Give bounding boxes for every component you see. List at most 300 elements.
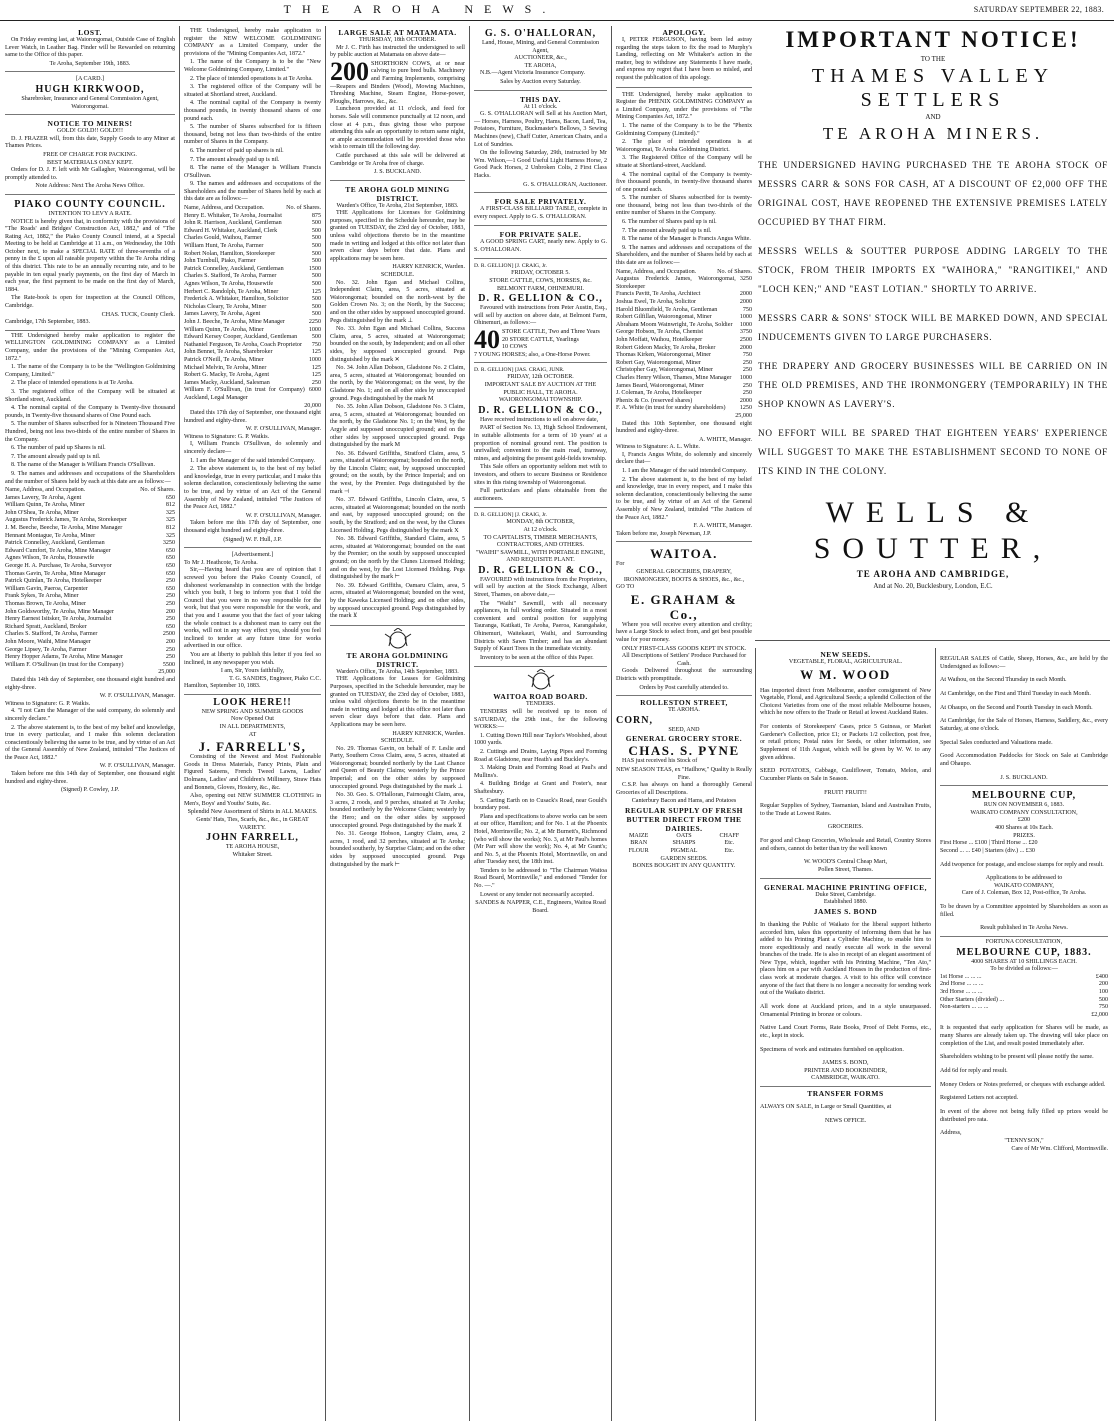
list-value: No. of Shares. xyxy=(717,268,752,275)
ad-item: 9. The names and addresses and occupations of the Shareholders and the number of Shares held by each at this date are as follows:— xyxy=(184,181,321,203)
list-value: 250 xyxy=(165,646,175,653)
ad-tag: [A CARD.] xyxy=(75,76,105,83)
ad-line: D. R. GELLION] [J. CRAIG, Jr. xyxy=(474,512,548,519)
list-value: 500 xyxy=(311,311,321,318)
ad-line: For xyxy=(616,561,625,568)
list-item xyxy=(184,319,321,327)
produce-item: Etc. xyxy=(724,840,735,847)
ad-body: Add 6d for reply and result. xyxy=(940,1067,1008,1074)
spring-cart-ad xyxy=(474,228,607,259)
ad-line: IN ALL DEPARTMENTS, xyxy=(219,724,286,731)
royal-crest-icon xyxy=(381,628,415,650)
list-value: 250 xyxy=(165,593,175,600)
schedule-item: No. 33. John Egan and Michael Collins, Success Claim, area, 5 acres, situated at Waiorongomai; bounded on the south, by Independent; and on all other sides, by supposed unoccupied ground. Pegs distinguished by the mark ✕ xyxy=(330,326,465,363)
list-value: 1000 xyxy=(739,374,752,381)
ad-heading: FOR SALE PRIVATELY. xyxy=(494,197,587,207)
prize-line: First Horse ... £100 | Third Horse ... £20 xyxy=(940,840,1038,847)
list-value: 2000 xyxy=(739,397,752,404)
list-item xyxy=(5,571,175,579)
schedule-item: No. 34. John Allan Dobson, Gladstone No. 2 Claim, area, 5 acres, situated at Waiorongomai; bounded on the north, by the Waiorongomai; on the west, by the Gladstone No. 1; and on all other sides by unoccupied ground. Pegs distinguished by the mark M xyxy=(330,365,465,402)
ad-line: TE AROHA HOUSE, xyxy=(225,844,280,851)
shares-total: 25,000 xyxy=(735,412,752,419)
list-item xyxy=(184,289,321,297)
list-item xyxy=(184,357,321,365)
ohalloran-card-ad xyxy=(474,26,607,91)
schedule-item: No. 32. John Egan and Michael Collins, Independent Claim, area, 5 acres, situated at Waiorongomai; bounded on the north-west by the Golden Crown No. 3; on the North, by the Success; and on the other sides by supposed unoccupied ground. Pegs distinguished by the mark ⊥ xyxy=(330,279,465,324)
list-header xyxy=(184,205,321,213)
list-value: 2000 xyxy=(739,344,752,351)
list-value: 812 xyxy=(165,525,175,532)
sale-item: At Cambridge, on the First and Third Tuesday in each Month. xyxy=(940,691,1091,698)
ad-item: 3. The Registered Office of the Company will be situate at Shortland-street, Auckland. xyxy=(616,155,752,169)
ad-line: Now Opened Out xyxy=(231,716,274,723)
ad-body: THE Undersigned hereby make application to register the WELLINGTON GOLDMINING COMPANY as a Limited Company, under the provisions of the "Mining Companies Act, 1872." xyxy=(5,332,175,362)
column-3 xyxy=(330,26,465,1421)
ad-line: WAIKATO COMPANY, xyxy=(994,882,1054,889)
list-item xyxy=(616,352,752,360)
list-label: Michael Melvin, Te Aroha, Miner xyxy=(184,364,267,371)
ad-item: 2. The place of intended operations is at Te Aroha. xyxy=(190,75,313,82)
list-item xyxy=(5,510,175,518)
ad-body: For contents of Storekeepers' Cases, price 5 Guineas, or Market Gardener's Collection, price £1; or Packets 1/2 collection, post free, or retail prices; Postal rates for Seeds, or other information, see Supplement of 11th August, which will be given by W. W. to any given address. xyxy=(760,724,931,761)
ad-body: THE Undersigned, hereby make application to register the NEW WELCOME GOLDMINING COMPANY as a Limited Company, under the provisions of the "Mining Companies Act, 1872." xyxy=(184,28,321,57)
ad-body: Registered Letters not accepted. xyxy=(940,1095,1019,1102)
produce-item: BRAN xyxy=(630,840,648,847)
sale-item: STORE CATTLE, Two and Three Years xyxy=(502,329,600,336)
ad-line: Note Address: Next The Aroha News Office. xyxy=(35,183,145,190)
list-item xyxy=(184,273,321,281)
list-item xyxy=(184,251,321,259)
ad-line: W. WOOD'S Central Cheap Mart, xyxy=(803,859,887,866)
sale-number: 40 xyxy=(474,325,500,355)
list-item xyxy=(184,220,321,228)
ad-subheading: FRIDAY, 12th OCTOBER. xyxy=(507,374,574,381)
ad-subheading: PRIZES. xyxy=(1013,832,1035,839)
list-label: Patrick O'Neill, Te Aroha, Miner xyxy=(184,356,264,363)
list-label: Name, Address, and Occupation. xyxy=(616,268,697,275)
ad-body: On the following Saturday, 29th, instructed by Mr Wm. Wilson,—1 Good Useful Light Harness Horse, 2 Good Pack Horses, 2 Unbroken Colts, 2 First Class Hacks. xyxy=(474,150,607,179)
list-value: 875 xyxy=(311,212,321,219)
list-label: John Moffatt, Waihou, Hotelkeeper xyxy=(616,336,703,343)
list-value: 100 xyxy=(1098,988,1108,995)
list-item xyxy=(184,311,321,319)
list-label: Abraham Moom Wainwright, Te Aroha, Soldier xyxy=(616,321,733,328)
column-6 xyxy=(760,648,931,1421)
ad-heading: J. FARRELL'S, xyxy=(198,739,307,755)
list-value: 500 xyxy=(1098,996,1108,1003)
ad-line: GO TO xyxy=(616,584,635,591)
ad-body: THE Applications for Licenses for Goldmining purposes, specified in the Schedule hereunder, may be granted on TUESDAY, the 23rd day of October, 1883, unless valid objections thereto be in the meantime made in writing and lodged at this office not later than seven clear days before that date. Plans and applications may be seen here. xyxy=(330,210,465,262)
list-value: 250 xyxy=(165,601,175,607)
list-item xyxy=(5,616,175,624)
ad-line: Warden's Office, Te Aroha, 21st September, 1883. xyxy=(336,202,459,209)
list-label: Henry Earnest Isitsker, Te Aroha, Journalist xyxy=(5,616,112,623)
list-label: William Gavin, Paeroa, Carpenter xyxy=(5,585,88,592)
ad-body: The Rate-book is open for inspection at the Council Offices, Cambridge. xyxy=(5,295,175,310)
list-value: 1000 xyxy=(739,321,752,328)
ad-item: 1. The name of the Company is to be the "Wellington Goldmining Company, Limited." xyxy=(5,364,175,378)
shareholder-list xyxy=(616,269,752,413)
list-item xyxy=(616,314,752,322)
list-item xyxy=(184,281,321,289)
schedule-item: No. 35. John Allan Dobson, Gladstone No. 3 Claim, area, 5 acres, situated at Waiorongomai; bounded on the north, by the Gladstone No. 1; on the West, by the Argyle and supposed unoccupied ground; and on the other sides by supposed unoccupied ground. Pegs distinguished by the mark M xyxy=(330,404,465,449)
ad-signature: A. WHITE, Manager. xyxy=(699,436,752,443)
list-value: 250 xyxy=(311,379,321,386)
list-item xyxy=(616,329,752,337)
list-label: John Goldsworthy, Te Aroha, Mine Manager xyxy=(5,608,114,615)
list-value: 250 xyxy=(742,367,752,374)
ad-body: Taken before me this 14th day of September, one thousand eight hundred and eighty-three. xyxy=(5,771,175,785)
ad-signature: CHAS. TUCK, County Clerk. xyxy=(101,311,175,318)
ad-subheading: FRIDAY, OCTOBER 5. xyxy=(511,270,570,277)
ad-heading: LARGE SALE AT MATAMATA. xyxy=(338,28,457,37)
ad-heading: WAITOA ROAD BOARD. xyxy=(493,692,588,702)
list-label: Christopher Gay, Waiorongomai, Miner xyxy=(616,367,713,374)
list-item xyxy=(616,390,752,398)
ad-body: Add twopence for postage, and enclose stamps for reply and result. xyxy=(940,861,1104,868)
ad-body: To be drawn by a Committee appointed by Shareholders as soon as filled. xyxy=(940,904,1108,918)
ad-line: WAIORONGOMAI TOWNSHIP. xyxy=(498,397,583,404)
list-label: Joshua Ewel, Te Aroha, Solicitor xyxy=(616,299,697,305)
paper-title: THE AROHA NEWS. xyxy=(283,2,557,16)
ad-line: Care of Mr Wm. Clifford, Morrinsville. xyxy=(1011,1145,1108,1152)
ad-body: I, PETER FERGUSON, having been led astray regarding the steps taken to fix the road to Murphy's Landing, reflecting on Mr Whitaker's action in the matter, beg to withdraw any Statements I have made, and express my regret that I have been so misled, and request the publication of this apology. xyxy=(616,37,752,81)
list-item xyxy=(5,609,175,617)
list-item xyxy=(616,299,752,307)
column-rule xyxy=(469,26,470,1421)
ad-heading: LOOK HERE!! xyxy=(213,696,292,708)
list-label: Phenix & Co. (reserved shares) xyxy=(616,397,693,404)
ad-subheading: RUN ON NOVEMBER 6, 1883. xyxy=(983,802,1065,809)
ad-heading: NOTICE TO MINERS! xyxy=(47,119,133,129)
list-item xyxy=(5,540,175,548)
ad-body: 1. I am the Manager of the said intended Company. xyxy=(622,468,747,475)
ad-body: FAVOURED with instructions from the Proprietors, will sell by auction at the Stock Exchange, Albert Street, Thames, on above date,— xyxy=(474,576,607,599)
column-rule xyxy=(611,26,612,1421)
ad-signature: JOHN FARRELL, xyxy=(206,832,299,844)
belmont-farm-sale-ad xyxy=(474,261,607,363)
list-item xyxy=(616,322,752,330)
list-label: William Quinn, Te Aroha, Miner xyxy=(5,502,85,509)
ad-body: Consisting of the Newest and Most Fashionable Goods in Dress Materials, Fancy Prints, Plain and Figured Sateens, French Tweed Lawns, Ladies' Dolmans, Ladies' and Children's Millinery, Straw Hats and Bonnets, Gloves, Hosiery, &c., &c. xyxy=(184,754,321,791)
notice-line: TO THE xyxy=(920,55,946,63)
ad-body: REGULAR SALES of Cattle, Sheep, Horses, &c., are held by the Undersigned as follows:— xyxy=(940,656,1108,670)
ad-item: 1. The name of the Company is to be the "Phenix Goldmining Company (Limited)." xyxy=(616,122,752,137)
column-1 xyxy=(5,26,175,1421)
schedule-item: No. 31. George Hobson, Langtry Claim, area, 2 acres, 1 rood, and 32 perches, situated at Te Aroha; bounded southerly, by Surprise Claim; and on the other sides by supposed unoccupied ground. Pegs distinguished by the mark ⊢ xyxy=(330,831,465,868)
list-value: 650 xyxy=(165,623,175,630)
ad-date: Cambridge, 17th September, 1883. xyxy=(5,319,91,326)
ad-line: Sales by Auction every Saturday. xyxy=(500,78,581,85)
fortuna-consultation-ad xyxy=(940,939,1108,1153)
ad-witness: Witness to Signature: G. P. Watkis. xyxy=(184,433,270,440)
ad-heading: G. S. O'HALLORAN, xyxy=(484,28,597,39)
ad-body: SEED POTATOES, Cabbage, Cauliflower, Tomato, Melon, and Cucumber Plants on Sale in Season. xyxy=(760,768,931,782)
list-value: 650 xyxy=(165,585,175,592)
ad-body: It is requested that early application for Shares will be made, as many Shares are already taken up. The drawing will take place on completion of the List, and result posted immediately after. xyxy=(940,1025,1108,1047)
ad-date: Hamilton, September 10, 1883. xyxy=(184,683,261,690)
list-value: 250 xyxy=(742,359,752,366)
wood-seeds-ad xyxy=(760,648,931,879)
list-item xyxy=(184,235,321,243)
list-value: 500 xyxy=(311,250,321,257)
list-value: 650 xyxy=(165,555,175,562)
notice-subheading: THAMES VALLEY SETTLERS xyxy=(811,65,1055,111)
ad-item: 4. The nominal capital of the Company is twenty thousand pounds, in twenty thousand shares of one pound each. xyxy=(184,100,321,122)
list-label: Robert Gay, Waiorongomai, Miner xyxy=(616,359,701,366)
list-item xyxy=(940,1004,1108,1012)
ad-item: 6. The number of Shares paid up is nil. xyxy=(622,219,717,226)
list-label: Thomas Kirken, Waiorongomai, Miner xyxy=(616,352,712,359)
list-value: 750 xyxy=(742,352,752,359)
ad-body: SHORTHORN COWS, at or near calving to pure bred bulls. Machinery and Farming Implements, comprising—Reapers and Binders (Wood), Mowing Machines, Threshing Machine, Steam Engine, Horse-power, Ploughs, Harrows, &c., &c. xyxy=(330,60,465,105)
list-item xyxy=(616,367,752,375)
ad-line: 400 Shares at 10s Each. xyxy=(994,825,1054,832)
list-value: 2000 xyxy=(739,299,752,305)
sale-item: At Ohaupo, on the Second and Fourth Tuesday in each Month. xyxy=(940,704,1093,711)
list-value: 750 xyxy=(742,306,752,313)
list-label: Charles Gould, Waihou, Farmer xyxy=(184,235,262,242)
list-label: Patrick Connelley, Auckland, Gentleman xyxy=(184,265,284,272)
ad-body: 2. The above statement is, to the best of my belief and knowledge, true in every particular, and I make this solemn declaration, conscientiously believing the same to be true, and by virtue of an Act of the General Assembly of New Zealand, intituled "The Justices of the Peace Act, 1882." xyxy=(184,466,321,511)
list-value: 1000 xyxy=(308,356,321,363)
list-value: 6000 xyxy=(308,387,321,394)
ad-body: I, William Francis O'Sullivan, do solemnly and sincerely declare— xyxy=(184,441,321,456)
list-value: 650 xyxy=(165,570,175,577)
list-value: 250 xyxy=(742,382,752,389)
ad-item: 9. The names and addresses and occupations of the Shareholders and the number of Shares held by each at this date are as follows:— xyxy=(5,470,175,485)
ad-line: FREE OF CHARGE FOR PACKING. xyxy=(43,151,137,158)
apology-ad xyxy=(616,26,752,88)
ad-tag: [Advertisement.] xyxy=(231,552,274,559)
ad-item: 8. The name of the Manager is William Francis O'Sullivan. xyxy=(11,462,155,469)
list-label: John J. Beeche, Te Aroha, Mine Manager xyxy=(184,318,285,325)
ad-heading: HUGH KIRKWOOD, xyxy=(35,83,145,95)
waikato-consultation-ad xyxy=(940,788,1108,937)
list-label: James Lavery, Te Aroha, Agent xyxy=(5,494,82,501)
ad-signature: HARRY KENRICK, Warden. xyxy=(392,264,465,271)
ad-body: 2. The above statement is, to the best of my belief and knowledge, true in every respect, and I make this solemn declaration, conscientiously believing the same to be true, and by virtue of an Act of the General Assembly of New Zealand, intituled "The Justices of the Peace Act, 1882." xyxy=(616,476,752,521)
column-rule xyxy=(755,648,756,1421)
ad-heading: JAMES S. BOND xyxy=(813,906,878,916)
ad-line: Whitaker Street. xyxy=(232,851,273,858)
list-label: Patrick Connelley, Auckland, Gentleman xyxy=(5,540,105,547)
list-label: F. A. White (in trust for sundry shareholders) xyxy=(616,405,726,412)
list-value: 500 xyxy=(311,334,321,341)
ad-item: 8. The name of the Manager is William Francis O'Sullivan. xyxy=(184,165,321,179)
list-label: George H. A. Purchase, Te Aroha, Surveyor xyxy=(5,563,112,570)
list-value: 1250 xyxy=(739,405,752,412)
ad-heading: D. R. GELLION & CO., xyxy=(478,293,603,305)
ad-heading: PIAKO COUNTY COUNCIL. xyxy=(14,198,166,210)
matamata-sale-ad xyxy=(330,26,465,181)
list-label: John Bennet, Te Aroha, Sharebroker xyxy=(184,349,273,356)
ad-item: 9. The names and addresses and occupations of the Shareholders, and the number of Shares held by each at this date are as follows:— xyxy=(616,244,752,267)
list-item xyxy=(5,662,175,670)
list-value: 2500 xyxy=(739,336,752,343)
ad-date: Dated this 10th September, one thousand eight hundred and eighty-three. xyxy=(616,420,752,435)
list-label: Edward Kersey Cooper, Auckland, Gentleman xyxy=(184,334,298,341)
ad-item: 5. The number of Shares subscribed for is twenty-one thousand, being not less than two-thirds of the entire number of Shares in the Company. xyxy=(616,195,752,217)
list-item xyxy=(184,349,321,357)
buckland-regular-sales-ad xyxy=(940,648,1108,786)
ad-signature: W. F. O'SULLIVAN, Manager. xyxy=(99,763,175,770)
ad-heading: ROLLESTON STREET, xyxy=(640,698,728,708)
list-label: James Beard, Waiorongomai, Miner xyxy=(616,382,704,389)
list-label: Henry Hopper Adams, Te Aroha, Mine Manager xyxy=(5,654,123,661)
ad-line: To be divided as follows:— xyxy=(990,966,1058,973)
list-label: J. Coleman, Te Aroha, Hotelkeeper xyxy=(616,390,702,397)
list-label: Augustus Frederick James, Waiorongomai, Storekeeper xyxy=(616,276,736,290)
ad-line: Address, xyxy=(940,1130,962,1137)
list-item xyxy=(616,360,752,368)
list-label: John O'Shea, Te Aroha, Miner xyxy=(5,509,79,516)
list-item xyxy=(184,296,321,304)
ad-line: TO CAPITALISTS, TIMBER MERCHANTS, CONTRACTORS, AND OTHERS. xyxy=(483,534,598,549)
ad-body: Taken before me this 17th day of September, one thousand eight hundred and eighty-three. xyxy=(184,520,321,534)
list-label: Frederick A. Whitaker, Hamilton, Solicitor xyxy=(184,296,289,303)
list-label: William F. O'Sullivan (in trust for the Company) xyxy=(5,661,124,668)
ad-line: 4000 SHARES AT 10 SHILLINGS EACH. xyxy=(971,958,1077,965)
prize-list xyxy=(940,974,1108,1012)
produce-item: CHAFF xyxy=(719,832,740,839)
list-label: Hennant Montague, Te Aroha, Miner xyxy=(5,532,96,539)
produce-item: PIGMEAL xyxy=(670,848,698,855)
list-item xyxy=(5,586,175,594)
list-item xyxy=(5,593,175,601)
phenix-company-ad xyxy=(616,90,752,543)
ad-signature: SANDES & NAPPER, C.E., Engineers, Waitoa Road Board. xyxy=(475,900,606,914)
list-value: 125 xyxy=(311,349,321,356)
list-value: 500 xyxy=(311,258,321,265)
ad-heading: W M. WOOD xyxy=(800,666,891,682)
list-label: Edward H. Whitaker, Auckland, Clerk xyxy=(184,227,278,234)
list-label: James Lavery, Te Aroha, Agent xyxy=(184,311,261,318)
list-item xyxy=(5,517,175,525)
tender-item: 4. Building Bridge at Grant and Foster's, near Shaftesbury. xyxy=(474,781,607,795)
ad-witness: Taken before me, Joseph Newman, J.P. xyxy=(616,530,712,537)
ad-heading: APOLOGY. xyxy=(662,28,706,37)
ad-line: Gents' Hats, Ties, Scarfs, &c., &c., in GREAT VARIETY. xyxy=(196,817,309,831)
list-value: 200 xyxy=(165,608,175,615)
list-item xyxy=(184,213,321,221)
waihi-sawmill-sale-ad xyxy=(474,510,607,667)
list-label: James Macky, Auckland, Salesman xyxy=(184,379,270,386)
firm-name: WELLS & SOUTTER, xyxy=(813,496,1053,565)
notice-heading: IMPORTANT NOTICE! xyxy=(785,27,1081,52)
list-item xyxy=(184,365,321,373)
list-item xyxy=(5,639,175,647)
column-2 xyxy=(184,26,321,1421)
ad-signature: W. F. O'SULLIVAN, Manager. xyxy=(245,512,321,519)
list-label: Name, Address, and Occupation. xyxy=(5,487,86,494)
sale-item: 10 COWS xyxy=(502,344,528,351)
ad-body: A GOOD SPRING CART, nearly new. Apply to G. S. O'HALLORAN. xyxy=(474,239,607,253)
ad-body: G. S. O'HALLORAN will Sell at his Auction Mart,— Horses, Harness, Poultry, Hams, Bacon, Lard, Tea, Potatoes, Furniture, Buckmaster's Bellows, 3 Sewing Machines (new), Chaff Cutter, American Chairs, and a Lot of Sundries. xyxy=(474,111,607,148)
ad-body: Regular Supplies of Sydney, Tasmanian, Island and Australian Fruits, to the Trade at Lowest Rates. xyxy=(760,803,931,817)
list-value: 650 xyxy=(165,494,175,501)
list-label: Augustus Frederick James, Te Aroha, Storekeeper xyxy=(5,517,127,524)
ad-signature: J. S. BUCKLAND. xyxy=(1000,774,1048,781)
list-label: Thomas Brown, Te Aroha, Miner xyxy=(5,601,87,607)
ad-subheading: FRUIT! FRUIT!! xyxy=(824,789,867,796)
ad-item: 6. The number of paid up shares is nil. xyxy=(190,147,284,154)
list-label: Thomas Gavin, Te Aroha, Mine Manager xyxy=(5,570,106,577)
ad-heading: MELBOURNE CUP, 1883. xyxy=(956,946,1092,958)
ad-body: Tenders to be addressed to "The Chairman Waitoa Road Board, Morrinsville," and endorsed "Tender for No. —." xyxy=(474,867,607,890)
ad-body: PART of Section No. 13, High School Endowment, in suitable allotments for a term of 10 years' at a proportion of nominal ground rent. The position is unrivalled; convenient to the main road, tramway, mines, and adjoining the present gold-fields township. xyxy=(474,425,607,462)
card-ad xyxy=(5,74,175,115)
list-value: 1500 xyxy=(308,265,321,272)
goldmining-district-leases-ad xyxy=(330,628,465,869)
ad-heading: WAITOA. xyxy=(650,546,718,562)
list-value: 650 xyxy=(165,547,175,554)
ad-body: Native Land Court Forms, Rate Books, Proof of Debt Forms, etc., etc., kept in stock. xyxy=(760,1025,931,1039)
tender-item: 2. Cuttings and Drains, Laying Pipes and Forming Road at Gladstone, near Heath's and Buckley's. xyxy=(474,748,607,763)
ad-line: BONES BOUGHT IN ANY QUANTITY. xyxy=(632,863,736,870)
ad-line: BELMONT FARM, OHINEMURI. xyxy=(496,285,585,292)
ad-item: 1. The name of the Company is to be the "New Welcome Goldmining Company, Limited." xyxy=(184,59,321,73)
list-label: Francis Pavitt, Te Aroha, Architect xyxy=(616,291,701,298)
ad-heading: E. GRAHAM & Co., xyxy=(630,591,738,622)
ad-item: 2. The place of intended operations is at Waiorongomai, Te Aroha Goldmining District. xyxy=(616,139,752,153)
list-value: 2250 xyxy=(308,318,321,325)
ad-body: Full particulars and plans obtainable from the auctioneers. xyxy=(474,488,607,502)
produce-item: MAIZE xyxy=(629,832,649,839)
list-value: 1000 xyxy=(308,326,321,333)
ad-subheading: SCHEDULE. xyxy=(380,272,415,279)
ad-item: 3. The registered office of the Company will be situated at Shortland street, Auckland. xyxy=(184,84,321,98)
ad-heading: TE AROHA GOLD MINING DISTRICT. xyxy=(345,184,450,203)
list-label: 1st Horse ... ... ... xyxy=(940,973,982,980)
list-item xyxy=(5,555,175,563)
list-item xyxy=(184,387,321,402)
list-label: Robert G. Macky, Te Aroha, Agent xyxy=(184,372,270,379)
list-item xyxy=(940,981,1108,989)
ad-line: D. R. GELLION] [JAS. CRAIG, JUNR. xyxy=(474,367,565,374)
ad-heading: GENERAL MACHINE PRINTING OFFICE, xyxy=(763,882,928,892)
list-value: 500 xyxy=(311,273,321,280)
list-item xyxy=(184,342,321,350)
ad-witness: Witness to Signature: A. L. White. xyxy=(616,444,700,451)
notice-rule xyxy=(755,640,1110,641)
ad-body: In event of the above not being fully filled up prizes would be distributed pro rata. xyxy=(940,1109,1108,1123)
ad-body: Sir,—Having heard that you are of opinion that I screwed you before the Piako County Council, of dishonest workmanship in connection with the bridge which you built, I beg to inform you that I told the Council that you were in no way responsible for the work, but that you were responsible for the work, and that you and I assume you that the fact of your taking the whole contract is a dishonest man to carry out the works, will not in any way effect you, should you feel inclined to tender at any future time for works advertised in our office. xyxy=(184,567,321,650)
ad-line: D. R. GELLION] [J. CRAIG, Jr. xyxy=(474,263,548,270)
list-value: 250 xyxy=(165,616,175,623)
produce-item: FLOUR xyxy=(628,848,649,855)
ad-line: AT xyxy=(248,731,257,738)
list-item xyxy=(5,525,175,533)
list-value: 5500 xyxy=(162,661,175,668)
ad-body: 1. I am the Manager of the said intended Company. xyxy=(190,457,315,464)
list-label: Herbert C. Randolph, Te Aroha, Miner xyxy=(184,288,279,295)
list-label: Edward Cumfort, Te Aroha, Mine Manager xyxy=(5,547,111,554)
firm-place: TE AROHA AND CAMBRIDGE, xyxy=(856,569,1010,579)
ad-date: Dated this 14th day of September, one thousand eight hundred and eighty-three. xyxy=(5,676,175,691)
list-value: 750 xyxy=(1098,1004,1108,1011)
schedule-item: No. 36. Edward Griffiths, Stratford Claim, area, 5 acres, situated at Waiorongomai; bounded on the north, by the Lincoln Claim; east, by supposed unoccupied ground; on the south, by the Prince Imperial; and on the west, by the Premier. Pegs distinguished by the mark ⊣ xyxy=(330,450,465,495)
list-value: 200 xyxy=(165,638,175,645)
wells-soutter-notice xyxy=(758,26,1108,646)
ad-signature: HARRY KENRICK, Warden. xyxy=(392,730,465,737)
list-value: 650 xyxy=(165,563,175,570)
ad-body: I, Francis Angus White, do solemnly and sincerely declare that— xyxy=(616,451,752,466)
list-label: William Hunt, Te Aroha, Farmer xyxy=(184,243,264,250)
ad-line: IMPORTANT SALE BY AUCTION AT THE PUBLIC HALL, TE AROHA. xyxy=(484,382,597,396)
ad-body: Orders for D. J. F. left with Mr Gallagher, Waiorongomai, will be promptly attended to. xyxy=(5,167,175,181)
ad-witness: Witness to Signature: G. P. Watkis. xyxy=(5,700,91,707)
